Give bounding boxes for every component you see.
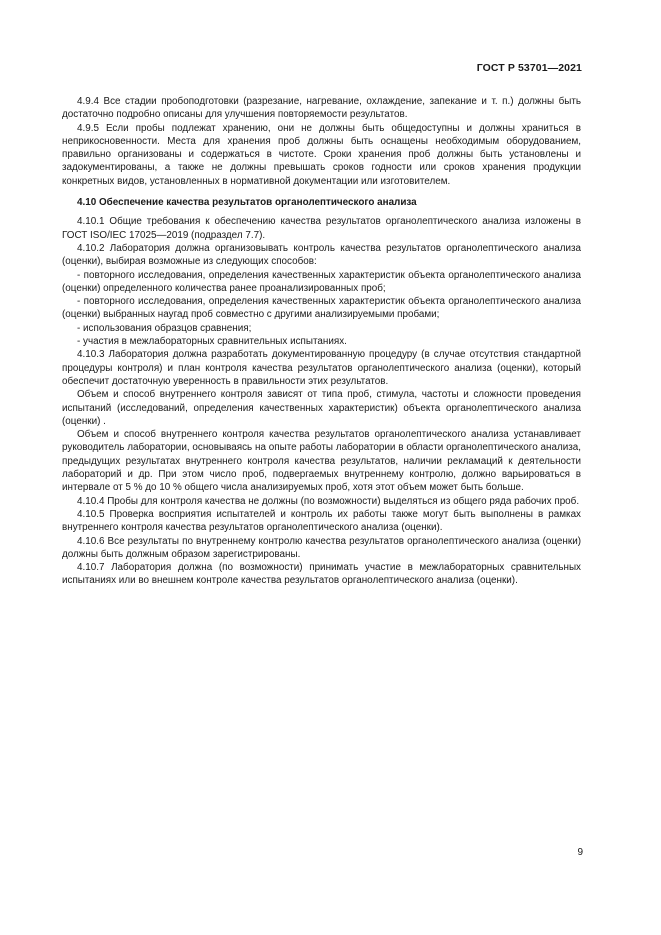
paragraph-4-10-3: 4.10.3 Лаборатория должна разработать документированную процедуру (в случае отсутствия стандартной процедуры контроля) и план контроля качества результатов органолептического анализа (оценки), который обеспечит достаточную уверенность в правильности этих результатов. [62, 349, 581, 387]
document-body [62, 95, 581, 588]
paragraph-internal-control-head: Объем и способ внутреннего контроля качества результатов органолептического анализа устанавливает руководитель лаборатории, основываясь на опыте работы лаборатории в области органолептического анализа, предыдущих результатах внутреннего контроля качества результатов, наличии рекламаций к деятельности лабораторий и др. При этом число проб, подвергаемых внутреннему контролю, должно варьироваться в интервале от 5 % до 10 % общего числа анализируемых проб, хотя этот объем может быть больше. [62, 429, 581, 494]
paragraph-4-10-1: 4.10.1 Общие требования к обеспечению качества результатов органолептического анализа изложены в ГОСТ ISO/IEC 17025—2019 (подраздел 7.7). [62, 216, 581, 241]
standard-code: ГОСТ Р 53701—2021 [476, 62, 582, 74]
list-item: - повторного исследования, определения качественных характеристик объекта органолептического анализа (оценки) выбранных наугад проб совместно с другими анализируемыми пробами; [62, 296, 581, 321]
paragraph-4-10-5: 4.10.5 Проверка восприятия испытателей и контроль их работы также могут быть выполнены в рамках внутреннего контроля качества результатов органолептического анализа (оценки). [62, 508, 581, 534]
list-item: - использования образцов сравнения; [77, 322, 252, 334]
paragraph-4-10-4: 4.10.4 Пробы для контроля качества не должны (по возможности) выделяться из общего ряда рабочих проб. [77, 495, 580, 507]
list-item: - повторного исследования, определения качественных характеристик объекта органолептического анализа (оценки) определенного количества ранее проанализированных проб; [62, 269, 581, 294]
section-title: 4.10 Обеспечение качества результатов органолептического анализа [77, 197, 417, 209]
list-item: - участия в межлабораторных сравнительных испытаниях. [77, 336, 347, 348]
paragraph-4-10-6: 4.10.6 Все результаты по внутреннему контролю качества результатов органолептического анализа (оценки) должны быть должным образом зарегистрированы. [62, 535, 581, 560]
paragraph-4-10-2: 4.10.2 Лаборатория должна организовывать контроль качества результатов органолептического анализа (оценки), выбирая возможные из следующих способов: [62, 242, 581, 268]
paragraph-4-9-4: 4.9.4 Все стадии пробоподготовки (разрезание, нагревание, охлаждение, запекание и т. п.) должны быть достаточно подробно описаны для улучшения повторяемости результатов. [62, 96, 581, 121]
page-number: 9 [577, 847, 583, 858]
paragraph-4-9-5: 4.9.5 Если пробы подлежат хранению, они не должны быть общедоступны и должны храниться в неприкосновенности. Места для хранения проб должны быть оснащены необходимым оборудованием, правильно организованы и содержаться в чистоте. Сроки хранения проб должны быть установлены и задокументированы, а также не должны превышать сроков годности или сроков хранения продукции конкретных видов, установленных в нормативной документации или изготовителем. [62, 122, 581, 187]
paragraph-4-10-7: 4.10.7 Лаборатория должна (по возможности) принимать участие в межлабораторных сравнительных испытаниях или во внешнем контроле качества результатов органолептического анализа (оценки). [62, 562, 581, 587]
paragraph-internal-control-scope: Объем и способ внутреннего контроля зависят от типа проб, стимула, частоты и сложности проведения испытаний (исследований, определения качественных характеристик) объекта органолептического анализа (оценки) . [62, 389, 581, 427]
